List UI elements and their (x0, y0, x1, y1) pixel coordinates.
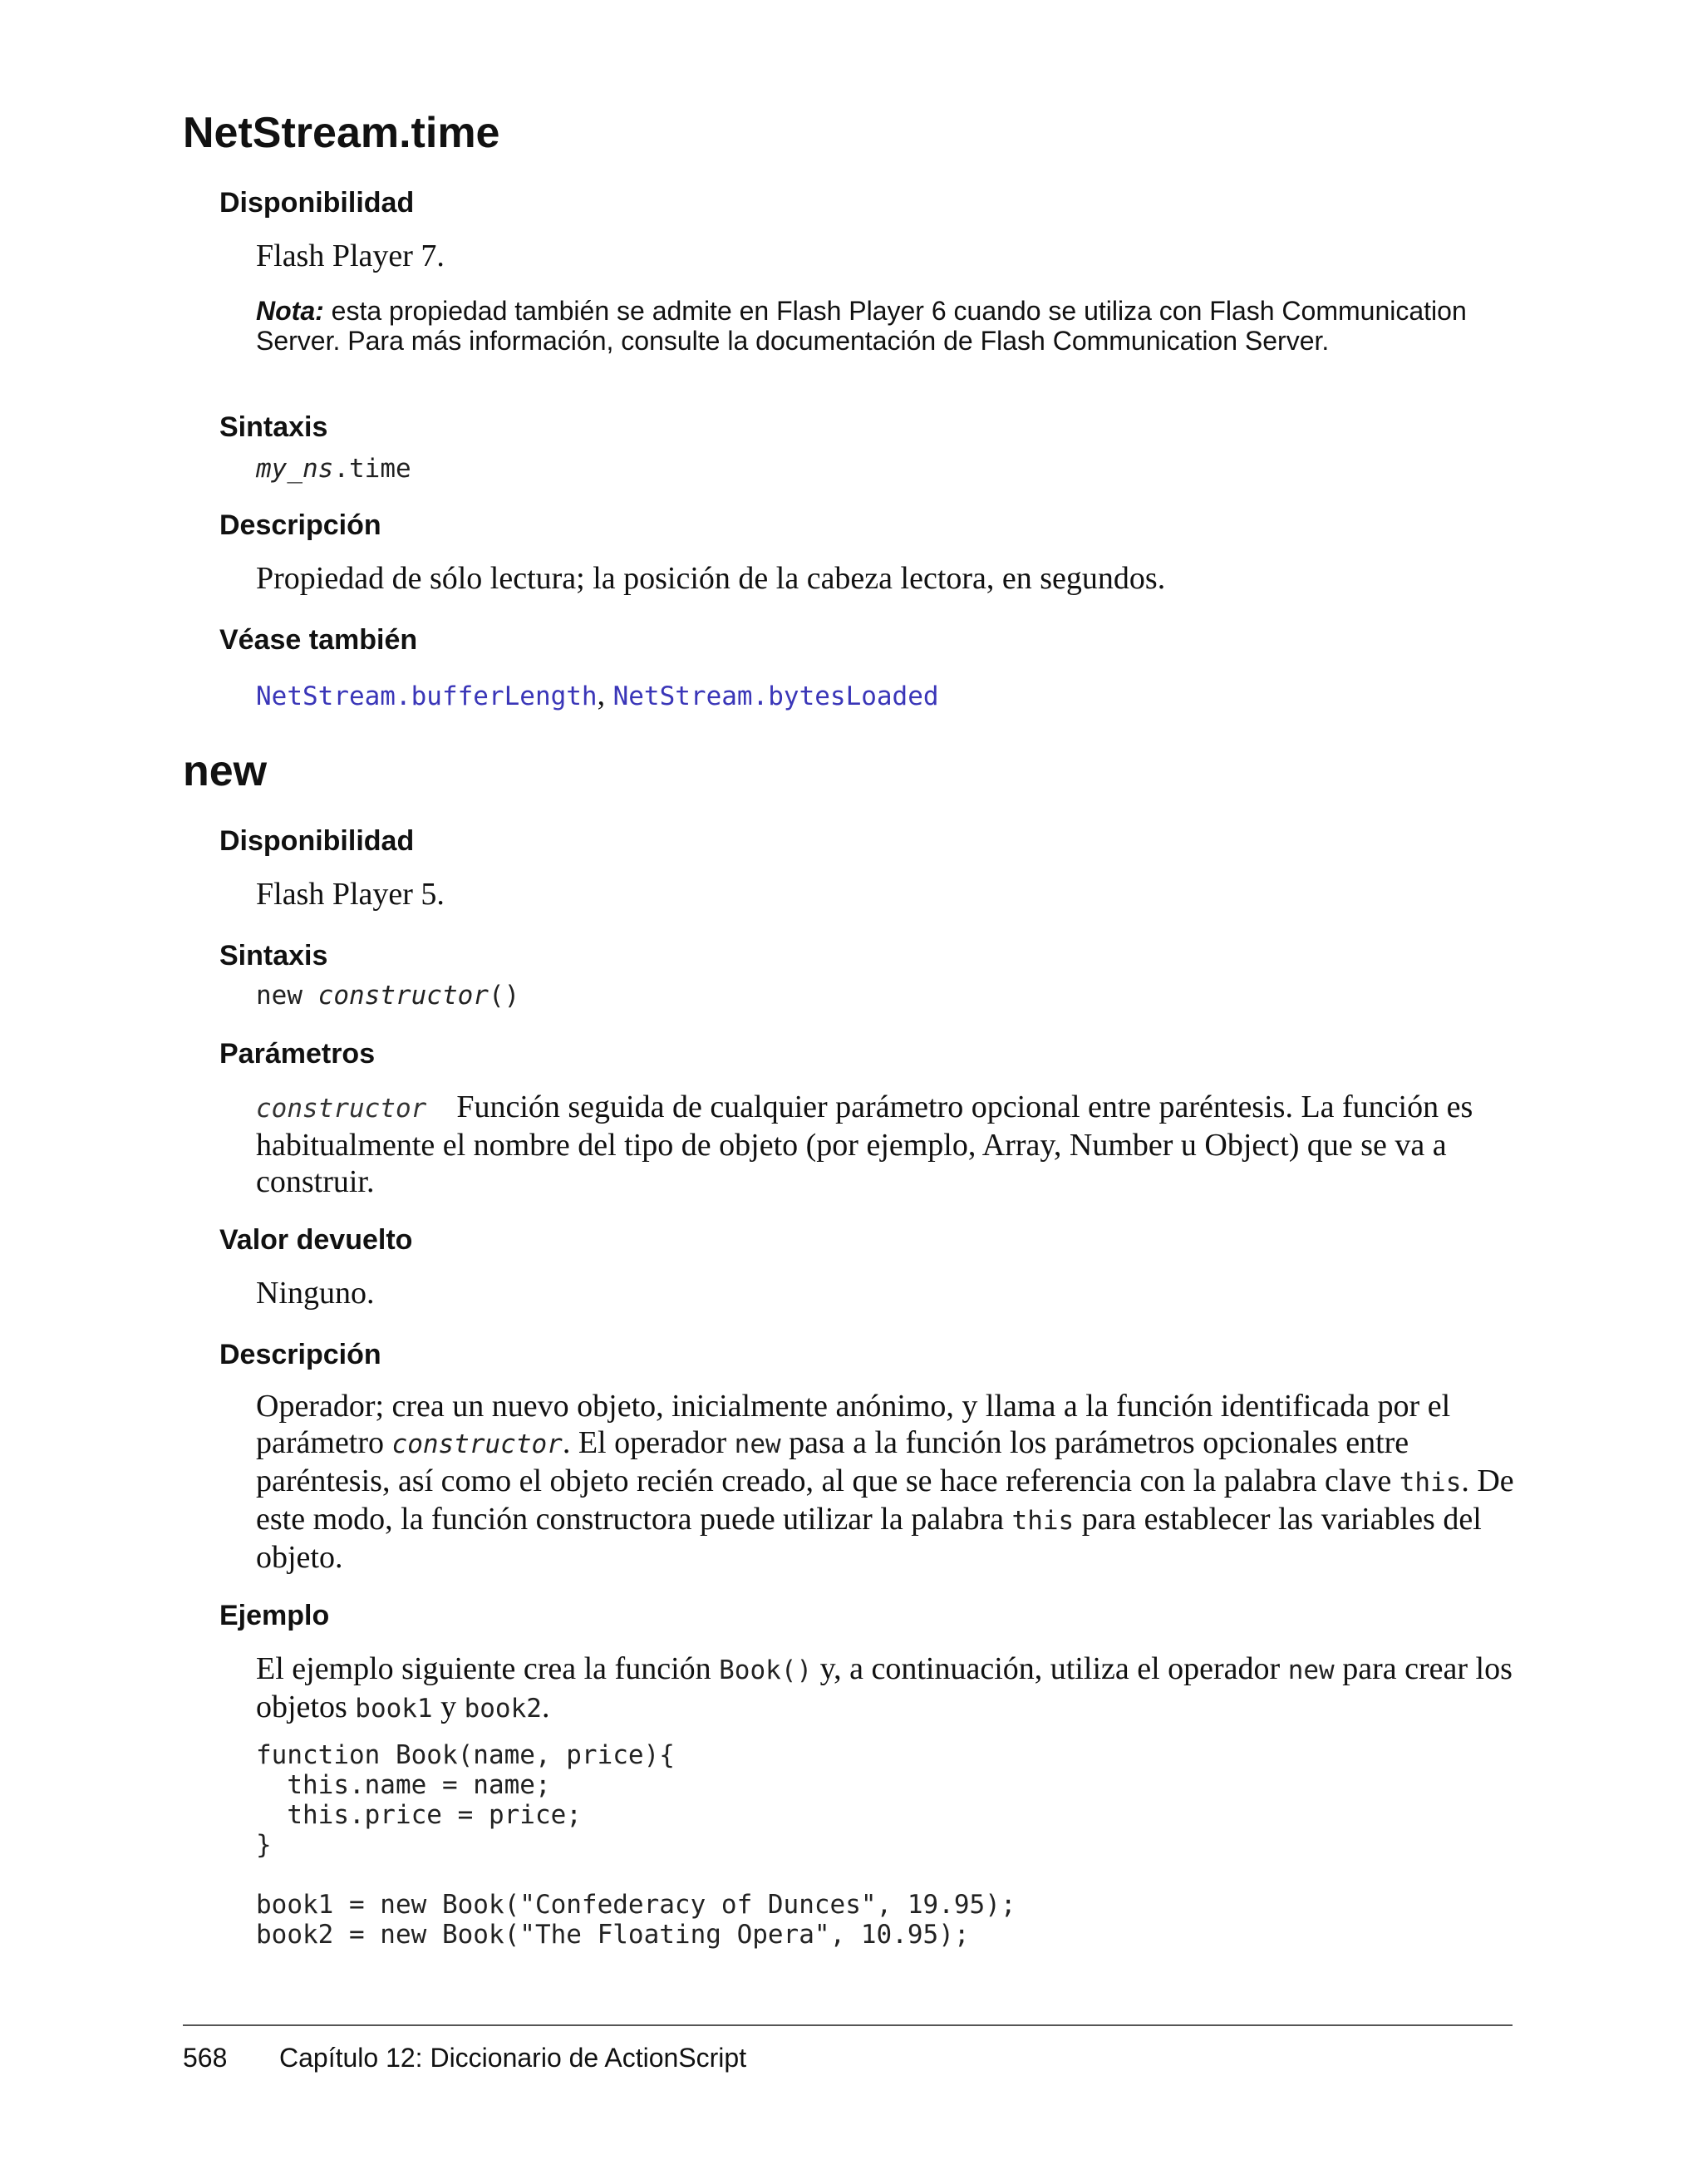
note-label: Nota: (256, 296, 324, 326)
desc-text-3: pasa a la función los parámetros opcionales entre paréntesis, así como el objeto recién creado, al que se hace referencia con la palabra clave (256, 1425, 1409, 1498)
ex-code-book: Book() (719, 1655, 813, 1685)
link-separator: , (597, 677, 613, 712)
footer-divider (183, 2024, 1513, 2026)
ex-text-5: . (541, 1690, 550, 1724)
availability-text: Flash Player 5. (256, 877, 445, 912)
note-paragraph (256, 296, 1519, 356)
link-buffer-length[interactable]: NetStream.bufferLength (256, 681, 598, 711)
see-also-links (256, 676, 1519, 715)
ex-code-book1: book1 (355, 1694, 433, 1724)
ex-text-1: El ejemplo siguiente crea la función (256, 1651, 720, 1686)
desc-text-1: Operador; crea un nuevo objeto, inicialmente anónimo, y llama a la función identificada por el parámetro (256, 1389, 1451, 1460)
page-number: 568 (183, 2043, 228, 2073)
code-line: book1 = new Book("Confederacy of Dunces", 19.95); (256, 1890, 1016, 1920)
ex-code-new: new (1287, 1655, 1335, 1685)
section-title-netstream-time: NetStream.time (183, 109, 500, 157)
syntax-heading: Sintaxis (219, 940, 328, 971)
ex-text-2: y, a continuación, utiliza el operador (812, 1651, 1288, 1686)
page-footer (183, 2041, 746, 2074)
example-paragraph (256, 1650, 1519, 1727)
syntax-parens: () (488, 981, 520, 1011)
availability-heading: Disponibilidad (219, 187, 415, 219)
desc-code-this: this (1399, 1468, 1462, 1498)
link-bytes-loaded[interactable]: NetStream.bytesLoaded (612, 681, 939, 711)
syntax-code (256, 981, 519, 1011)
syntax-object: my_ns (256, 454, 334, 484)
parameter-description: Función seguida de cualquier parámetro opcional entre paréntesis. La función es habitualmente el nombre del tipo de objeto (por ejemplo, Array, Number u Object) que se va a construir. (256, 1090, 1473, 1199)
desc-text-4: . De este modo, la función constructora puede utilizar la palabra (256, 1463, 1514, 1537)
syntax-heading: Sintaxis (219, 411, 328, 443)
note-text: esta propiedad también se admite en Flash Player 6 cuando se utiliza con Flash Communication Server. Para más información, consulte la documentación de Flash Communication Server. (256, 296, 1467, 356)
see-also-heading: Véase también (219, 624, 418, 656)
syntax-constructor: constructor (317, 981, 489, 1011)
description-heading: Descripción (219, 509, 381, 541)
availability-heading: Disponibilidad (219, 825, 415, 857)
parameters-heading: Parámetros (219, 1038, 376, 1070)
return-value-heading: Valor devuelto (219, 1224, 413, 1256)
ex-text-3: para crear los objetos (256, 1651, 1513, 1724)
section-title-new: new (183, 747, 268, 795)
code-line: this.price = price; (256, 1800, 582, 1830)
ex-text-4: y (432, 1690, 465, 1724)
syntax-code (256, 454, 411, 484)
code-line: book2 = new Book("The Floating Opera", 10.95); (256, 1920, 970, 1950)
desc-code-this-2: this (1011, 1506, 1075, 1536)
code-line: } (256, 1830, 272, 1860)
syntax-keyword: new (256, 981, 318, 1011)
parameter-name: constructor (256, 1094, 427, 1124)
syntax-property: .time (333, 454, 411, 484)
desc-text-5: para establecer las variables del objeto. (256, 1502, 1482, 1575)
code-line: this.name = name; (256, 1770, 551, 1800)
desc-code-new: new (734, 1429, 781, 1459)
parameter-entry (256, 1089, 1519, 1200)
desc-code-constructor: constructor (391, 1429, 563, 1459)
return-value-text: Ninguno. (256, 1276, 375, 1311)
code-line: function Book(name, price){ (256, 1740, 675, 1770)
description-paragraph (256, 1388, 1519, 1576)
availability-text: Flash Player 7. (256, 239, 445, 273)
description-text: Propiedad de sólo lectura; la posición de la cabeza lectora, en segundos. (256, 561, 1166, 596)
chapter-title: Capítulo 12: Diccionario de ActionScript (279, 2043, 747, 2073)
desc-text-2: . El operador (562, 1425, 735, 1460)
description-heading: Descripción (219, 1339, 381, 1370)
example-heading: Ejemplo (219, 1600, 330, 1631)
ex-code-book2: book2 (464, 1694, 542, 1724)
